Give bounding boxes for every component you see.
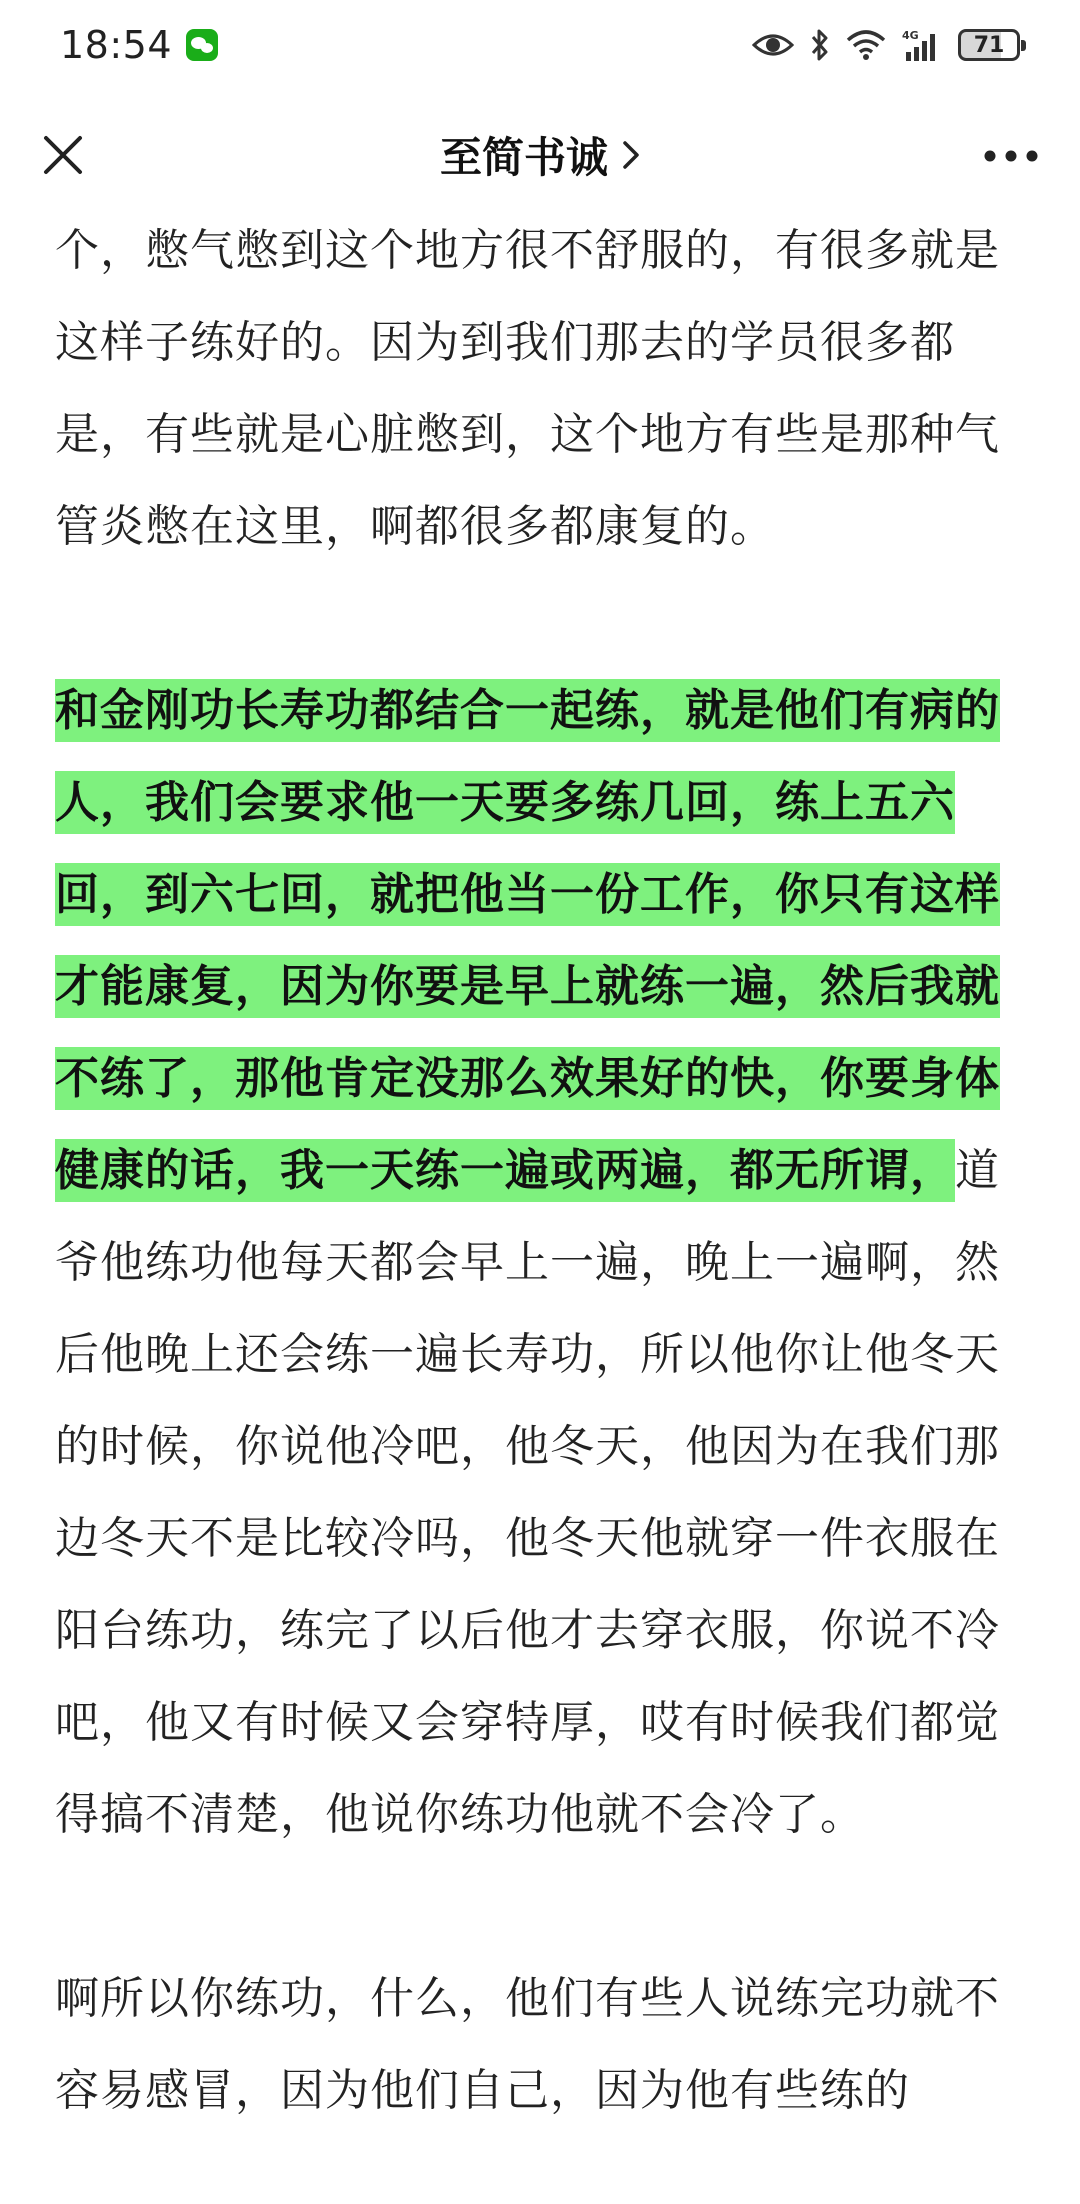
article-paragraph [55,1953,1025,2137]
more-icon [984,150,1038,162]
paragraph-gap [55,573,1025,665]
paragraph-text: 个，憋气憋到这个地方很不舒服的，有很多就是这样子练好的。因为到我们那去的学员很多都是，有些就是心脏憋到，这个地方有些是那种气管炎憋在这里，啊都很多都康复的。 [55,225,1000,552]
close-icon [43,135,83,175]
highlighted-text: 和金刚功长寿功都结合一起练，就是他们有病的人，我们会要求他一天要多练几回，练上五六回，到六七回，就把他当一份工作，你只有这样才能康复，因为你要是早上就练一遍，然后我就不练了，那他肯定没那么效果好的快，你要身体健康的话，我一天练一遍或两遍，都无所谓， [55,679,1000,1202]
paragraph-text: 道爷他练功他每天都会早上一遍，晚上一遍啊，然后他晚上还会练一遍长寿功，所以他你让他冬天的时候，你说他冷吧，他冬天，他因为在我们那边冬天不是比较冷吗，他冬天他就穿一件衣服在阳台练功，练完了以后他才去穿衣服，你说不冷吧，他又有时候又会穿特厚，哎有时候我们都觉得搞不清楚，他说你练功他就不会冷了。 [55,1145,1000,1840]
battery-level: 71 [973,32,1005,58]
status-time: 18:54 [60,23,173,67]
bluetooth-icon [810,28,830,62]
network-label: 4G [902,29,919,42]
paragraph-gap [55,1861,1025,1953]
status-bar [0,0,1080,90]
account-title-link[interactable] [440,125,640,185]
more-button[interactable] [976,128,1046,184]
wechat-icon [186,29,218,61]
article-body [55,205,1025,2137]
wifi-icon [846,29,886,61]
signal-icon [902,28,942,62]
chevron-right-icon [622,140,640,170]
paragraph-text: 啊所以你练功，什么，他们有些人说练完功就不容易感冒，因为他们自己，因为他有些练的 [55,1973,1000,2116]
article-paragraph [55,665,1025,1861]
page-title: 至简书诚 [439,133,608,182]
nav-bar [0,90,1080,220]
status-icons [752,28,1020,62]
battery-icon [958,29,1020,61]
eye-icon [752,30,794,60]
article-paragraph [55,205,1025,573]
close-button[interactable] [30,122,96,188]
